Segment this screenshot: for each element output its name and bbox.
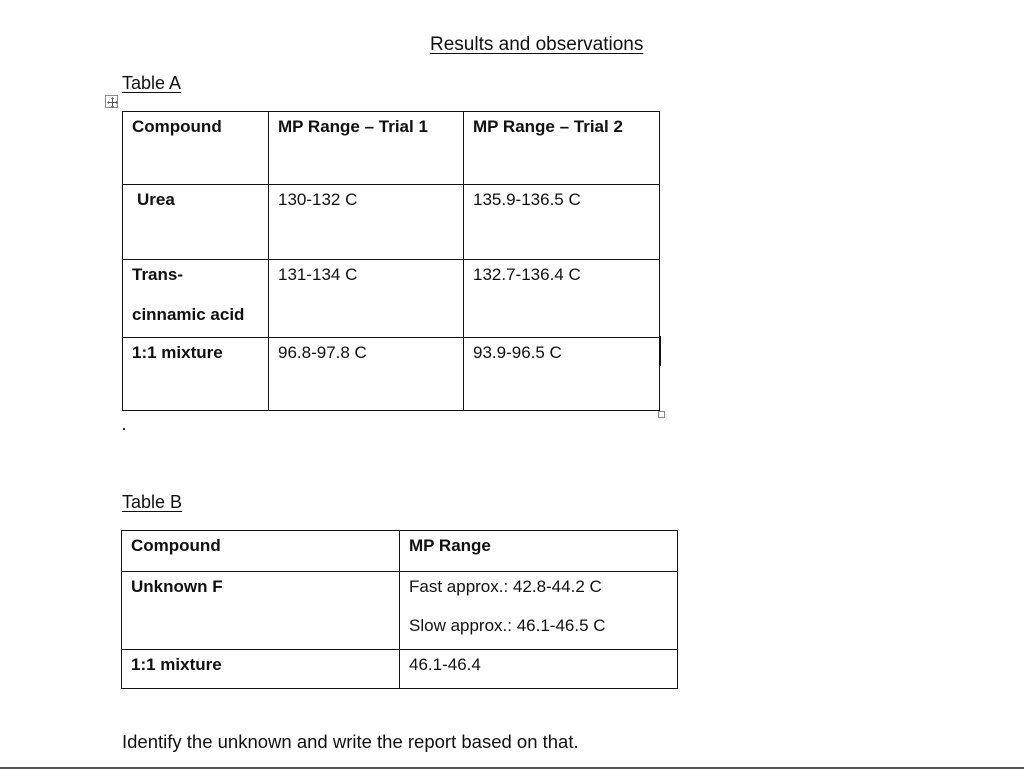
table-resize-handle-icon[interactable] (658, 411, 665, 418)
trial-1-value: 96.8-97.8 C (278, 343, 367, 362)
compound-name: 1:1 mixture (132, 343, 223, 362)
table-cell[interactable] (464, 112, 660, 185)
header-trial-1: MP Range – Trial 1 (278, 117, 428, 136)
prompt-text: Identify the unknown and write the report based on that. (122, 731, 579, 752)
paragraph-dot (123, 428, 125, 430)
mp-range-value: 46.1-46.4 (409, 655, 481, 674)
text-cursor (659, 336, 661, 366)
header-trial-2: MP Range – Trial 2 (473, 117, 623, 136)
table-a (122, 111, 660, 411)
compound-name-line-1: Trans- (132, 265, 184, 284)
table-cell[interactable] (400, 531, 678, 572)
table-cell[interactable] (269, 338, 464, 411)
table-cell[interactable] (269, 260, 464, 338)
mp-range-slow: Slow approx.: 46.1-46.5 C (409, 616, 606, 635)
table-row (122, 572, 678, 650)
header-compound: Compound (132, 117, 222, 136)
table-move-handle-icon[interactable] (105, 95, 118, 108)
trial-1-value: 130-132 C (278, 190, 358, 209)
header-compound: Compound (131, 536, 221, 555)
table-row (123, 112, 660, 185)
trial-1-value: 131-134 C (278, 265, 358, 284)
table-cell[interactable] (122, 531, 400, 572)
table-cell[interactable] (400, 572, 678, 650)
table-cell[interactable] (400, 650, 678, 689)
table-a-caption: Table A (122, 73, 182, 93)
mp-range-fast: Fast approx.: 42.8-44.2 C (409, 577, 602, 596)
table-cell[interactable] (122, 572, 400, 650)
table-cell[interactable] (464, 260, 660, 338)
compound-name: Unknown F (131, 577, 223, 596)
table-b (121, 530, 678, 689)
compound-name-line-2: cinnamic acid (132, 305, 245, 324)
trial-2-value: 135.9-136.5 C (473, 190, 581, 209)
page-title: Results and observations (430, 34, 644, 55)
table-row (122, 531, 678, 572)
header-mp-range: MP Range (409, 536, 491, 555)
table-cell[interactable] (464, 185, 660, 260)
table-row (123, 338, 660, 411)
table-row (123, 185, 660, 260)
table-row (123, 260, 660, 338)
table-row (122, 650, 678, 689)
table-cell[interactable] (269, 185, 464, 260)
table-cell[interactable] (123, 260, 269, 338)
table-cell[interactable] (122, 650, 400, 689)
compound-name: 1:1 mixture (131, 655, 222, 674)
trial-2-value: 132.7-136.4 C (473, 265, 581, 284)
table-cell[interactable] (464, 338, 660, 411)
table-cell[interactable] (269, 112, 464, 185)
table-b-caption: Table B (122, 492, 183, 512)
trial-2-value: 93.9-96.5 C (473, 343, 562, 362)
compound-name: Urea (137, 190, 175, 209)
table-cell[interactable] (123, 338, 269, 411)
table-cell[interactable] (123, 185, 269, 260)
table-cell[interactable] (123, 112, 269, 185)
